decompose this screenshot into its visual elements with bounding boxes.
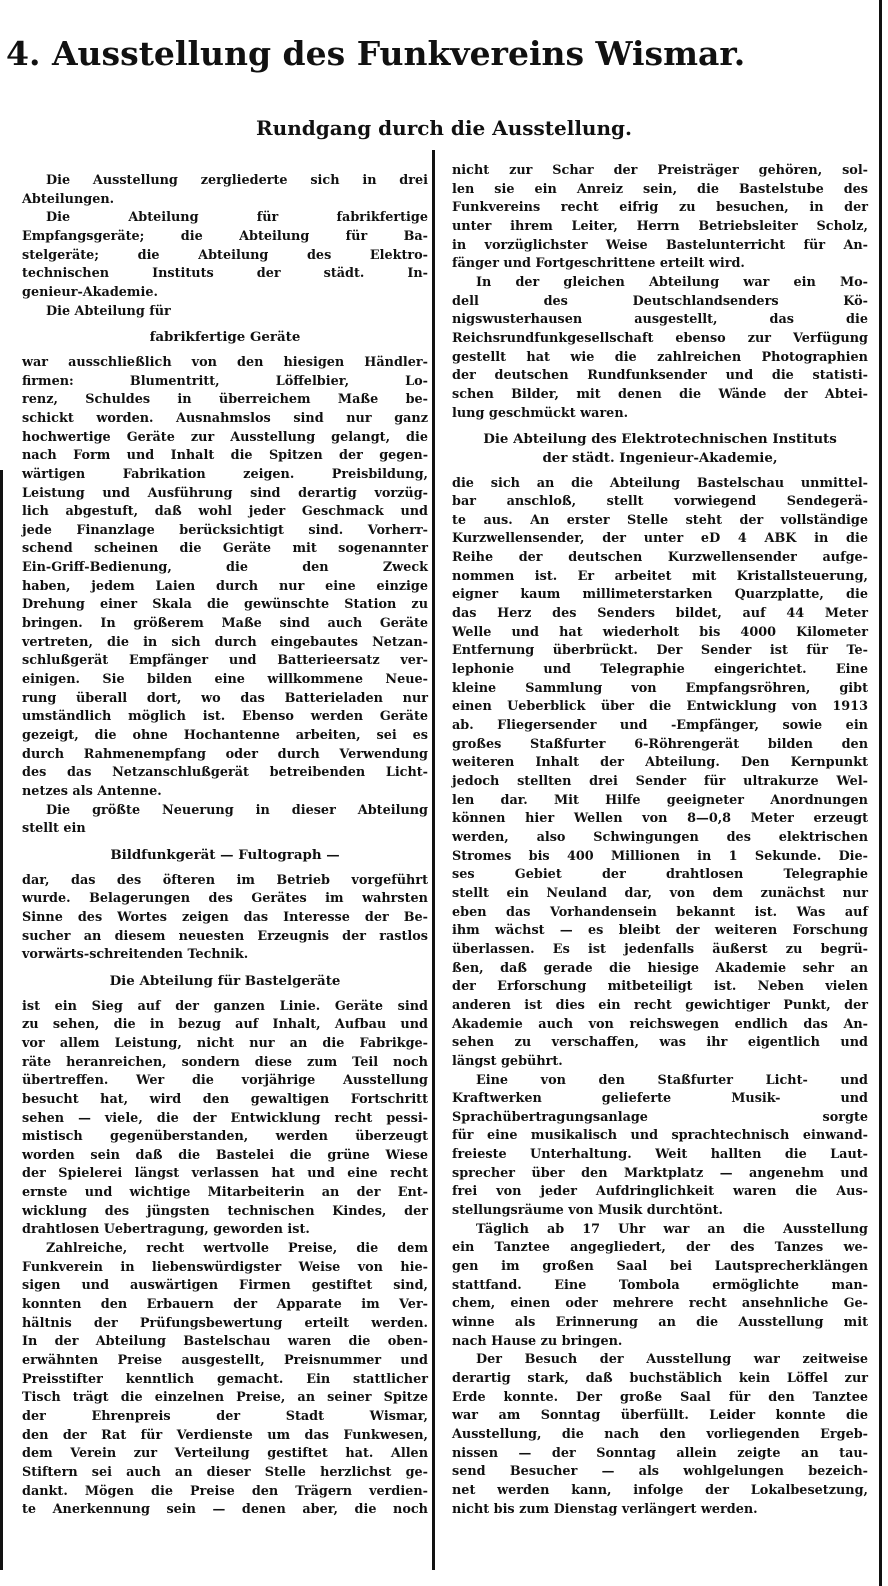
- text-line: nommen ist. Er arbeitet mit Kristallsteuerung,: [452, 568, 868, 584]
- text-line: Die Abteilung für fabrikfertige: [46, 210, 428, 226]
- text-line: sigen und auswärtigen Firmen gestiftet sind,: [22, 1278, 428, 1294]
- section-heading: [22, 328, 428, 347]
- text-line: Ein-Griff-Bedienung, die den Zweck: [22, 560, 428, 576]
- text-line: renz, Schuldes in überreichem Maße be-: [22, 392, 428, 408]
- text-line: der deutschen Rundfunksender und die statisti-: [452, 368, 868, 384]
- text-line: erwähnten Preise ausgestellt, Preisnummer und: [22, 1353, 428, 1369]
- text-line: sehen — viele, die der Entwicklung recht pessi-: [22, 1110, 428, 1126]
- text-line: ab. Fliegersender und -Empfänger, sowie ein: [452, 718, 868, 734]
- text-line: dar, das des öfteren im Betrieb vorgeführt: [22, 872, 428, 888]
- text-line: unter ihrem Leiter, Herrn Betriebsleiter Scholz,: [452, 218, 868, 234]
- text-line: stellt ein: [22, 821, 86, 837]
- paragraph: [22, 209, 428, 302]
- text-line: sucher an diesem neuesten Erzeugnis der rastlos: [22, 928, 428, 944]
- text-line: zu sehen, die in bezug auf Inhalt, Aufbau und: [22, 1017, 428, 1033]
- text-line: Stromes bis 400 Millionen in 1 Sekunde. Die-: [452, 848, 868, 864]
- text-line: vor allem Leistung, nicht nur an die Fabrikge-: [22, 1035, 428, 1051]
- text-line: können hier Wellen von 8—0,8 Meter erzeugt: [452, 811, 868, 827]
- text-line: einen Ueberblick über die Entwicklung von 1913: [452, 699, 868, 715]
- paragraph: [22, 354, 428, 802]
- text-line: kleine Sammlung von Empfangsröhren, gibt: [452, 680, 868, 696]
- text-line: sprecher über den Marktplatz — angenehm und: [452, 1165, 868, 1181]
- text-line: genieur-Akademie.: [22, 284, 158, 300]
- text-line: stelgeräte; die Abteilung des Elektro-: [22, 247, 428, 263]
- text-line: ihm wächst — es bleibt der weiteren Forschung: [452, 923, 868, 939]
- text-line: derartig stark, daß buchstäblich kein Löffel zur: [452, 1371, 868, 1386]
- heading-line: Bildfunkgerät — Fultograph —: [110, 846, 340, 863]
- text-line: übertreffen. Wer die vorjährige Ausstellung: [22, 1073, 428, 1089]
- text-line: technischen Instituts der städt. In-: [22, 266, 428, 282]
- text-line: Tisch trägt die einzelnen Preise, an seiner Spitze: [22, 1390, 428, 1406]
- text-line: jede Finanzlage berücksichtigt sind. Vorherr-: [22, 522, 428, 538]
- paragraph: [452, 475, 868, 1072]
- text-line: Zahlreiche, recht wertvolle Preise, die dem: [46, 1241, 428, 1257]
- text-line: gen im großen Saal bei Lautsprecherklängen: [452, 1259, 868, 1275]
- text-line: hochwertige Geräte zur Ausstellung gelangt, die: [22, 429, 428, 445]
- text-line: Preisstifter kenntlich gemacht. Ein stattlicher: [22, 1371, 428, 1387]
- section-heading: [22, 846, 428, 865]
- text-line: winne als Erinnerung an die Ausstellung mit: [452, 1315, 868, 1331]
- text-line: Erde konnte. Der große Saal für den Tanztee: [452, 1389, 868, 1405]
- text-line: fänger und Fortgeschrittene erteilt wird.: [452, 256, 745, 272]
- text-line: war ausschließlich von den hiesigen Händler-: [22, 354, 428, 370]
- text-line: einigen. Sie bilden eine willkommene Neue-: [22, 672, 428, 688]
- text-line: Kurzwellensender, der unter eD 4 ABK in die: [452, 531, 868, 547]
- text-line: Die Abteilung für: [46, 303, 171, 319]
- text-line: Die größte Neuerung in dieser Abteilung: [46, 802, 428, 818]
- paragraph: [452, 1351, 868, 1519]
- text-line: rung überall dort, wo das Batterieladen nur: [22, 690, 428, 706]
- text-line: lung geschmückt waren.: [452, 405, 629, 421]
- text-line: Sprachübertragungsanlage sorgte: [452, 1109, 868, 1125]
- paragraph: [22, 998, 428, 1241]
- text-line: der Spielerei längst verlassen hat und eine recht: [22, 1166, 428, 1182]
- text-line: nissen — der Sonntag allein zeigte an tau-: [452, 1445, 868, 1461]
- text-line: dem Verein zur Verteilung gestiftet hat. Allen: [22, 1446, 428, 1462]
- paragraph: [452, 274, 868, 423]
- text-line: wurde. Belagerungen des Gerätes im wahrsten: [22, 891, 428, 907]
- subheadline: Rundgang durch die Ausstellung.: [256, 116, 632, 140]
- text-line: nach Hause zu bringen.: [452, 1333, 623, 1349]
- section-heading: [22, 972, 428, 991]
- text-line: wärtigen Fabrikation zeigen. Preisbildung,: [22, 466, 428, 482]
- text-line: firmen: Blumentritt, Löffelbier, Lo-: [22, 373, 428, 389]
- text-line: räte heranreichen, sondern diese zum Teil noch: [22, 1054, 428, 1070]
- text-line: stellungsräume von Musik durchtönt.: [452, 1203, 724, 1219]
- text-line: te aus. An erster Stelle steht der vollständige: [452, 512, 868, 528]
- text-line: nigswusterhausen ausgestellt, das die: [452, 312, 868, 328]
- text-line: mistisch gegenüberstanden, werden überzeugt: [22, 1129, 428, 1145]
- text-line: Reihe der deutschen Kurzwellensender aufge-: [452, 550, 868, 566]
- paragraph: [22, 1240, 428, 1520]
- text-line: werden, also Schwingungen des elektrischen: [452, 829, 868, 845]
- text-line: die sich an die Abteilung Bastelschau unmittel-: [452, 475, 868, 491]
- text-line: Abteilungen.: [22, 191, 115, 207]
- text-line: Welle und hat wiederholt bis 4000 Kilometer: [452, 624, 868, 640]
- text-line: Entfernung überbrückt. Der Sender ist für Te-: [452, 643, 868, 659]
- text-line: freieste Unterhaltung. Weit hallten die Laut-: [452, 1147, 868, 1163]
- text-line: durch Rahmenempfang oder durch Verwendung: [22, 746, 428, 762]
- text-line: Ausstellung, die nach den vorliegenden Ergeb-: [452, 1426, 868, 1442]
- text-line: Leistung und Ausführung sind derartig vorzüg-: [22, 485, 428, 501]
- section-heading: [452, 430, 868, 467]
- text-line: Der Besuch der Ausstellung war zeitweise: [476, 1352, 868, 1368]
- text-line: der Ehrenpreis der Stadt Wismar,: [22, 1409, 428, 1424]
- text-line: netzes als Antenne.: [22, 784, 162, 799]
- text-line: len sie ein Anreiz sein, die Bastelstube des: [452, 181, 868, 197]
- text-line: wicklung des jüngsten technischen Kindes, der: [22, 1203, 428, 1219]
- paragraph: [22, 802, 428, 839]
- text-line: sehen zu verschaffen, was ihr eigentlich und: [452, 1035, 868, 1051]
- article-column-left: [22, 172, 428, 1520]
- text-line: Funkverein in liebenswürdigster Weise von hie-: [22, 1259, 428, 1275]
- headline: 4. Ausstellung des Funkvereins Wismar.: [6, 34, 746, 73]
- text-line: gestellt hat wie die zahlreichen Photographien: [452, 349, 868, 365]
- text-line: bar anschloß, stellt vorwiegend Sendegerä-: [452, 494, 868, 510]
- text-line: Drehung einer Skala die gewünschte Station zu: [22, 597, 428, 613]
- heading-line: fabrikfertige Geräte: [149, 329, 301, 346]
- text-line: ein Tanztee angegliedert, der des Tanzes we-: [452, 1240, 868, 1256]
- text-line: des das Netzanschlußgerät betreibenden Licht-: [22, 765, 428, 781]
- text-line: den der Rat für Verdienste um das Funkwesen,: [22, 1427, 428, 1443]
- text-line: hältnis der Prüfungsbewertung erteilt werden.: [22, 1315, 428, 1331]
- text-line: bringen. In größerem Maße sind auch Geräte: [22, 616, 428, 632]
- text-line: schlußgerät Empfänger und Batterieersatz ver-: [22, 653, 428, 669]
- paragraph: [22, 872, 428, 965]
- text-line: ses Gebiet der drahtlosen Telegraphie: [452, 867, 868, 883]
- text-line: schend scheinen die Geräte mit sogenannter: [22, 541, 428, 557]
- text-line: net werden kann, infolge der Lokalbesetzung,: [452, 1482, 868, 1498]
- text-line: stellt ein Neuland dar, von dem zunächst nur: [452, 885, 868, 901]
- paragraph: [22, 172, 428, 209]
- text-line: war am Sonntag überfüllt. Leider konnte die: [452, 1408, 868, 1424]
- text-line: lephonie und Telegraphie eingerichtet. Eine: [452, 662, 868, 678]
- text-line: eben das Vorhandensein bekannt ist. Was auf: [452, 904, 868, 920]
- text-line: send Besucher — als wohlgelungen bezeich-: [452, 1464, 868, 1480]
- text-line: der Erforschung mitbeteiligt ist. Neben vielen: [452, 979, 868, 995]
- paragraph: [452, 162, 868, 274]
- text-line: In der gleichen Abteilung war ein Mo-: [476, 274, 868, 290]
- text-line: jedoch stellten drei Sender für ultrakurze Wel-: [452, 774, 868, 789]
- text-line: Funkvereins recht eifrig zu besuchen, in der: [452, 200, 868, 216]
- text-line: Die Ausstellung zergliederte sich in drei: [46, 173, 428, 188]
- paragraph: [452, 1221, 868, 1352]
- text-line: Eine von den Staßfurter Licht- und: [476, 1072, 868, 1088]
- text-line: schen Bilder, mit denen die Wände der Abtei-: [452, 386, 868, 402]
- text-line: schickt worden. Ausnahmslos sind nur ganz: [22, 410, 428, 426]
- left-border-rule: [0, 470, 3, 1570]
- text-line: gezeigt, die ohne Hochantenne arbeiten, sei es: [22, 728, 428, 744]
- text-line: vorwärts-schreitenden Technik.: [22, 947, 249, 963]
- column-divider-rule: [432, 150, 435, 1570]
- article-column-right: [452, 162, 868, 1519]
- heading-line: Die Abteilung für Bastelgeräte: [109, 972, 341, 989]
- text-line: vertreten, die in sich durch eingebautes Netzan-: [22, 634, 428, 650]
- text-line: überlassen. Es ist jedenfalls äußerst zu begrü-: [452, 941, 868, 957]
- text-line: frei von jeder Aufdringlichkeit waren die Aus-: [452, 1184, 868, 1200]
- text-line: anderen ist dies ein recht gewichtiger Punkt, der: [452, 997, 868, 1013]
- text-line: dell des Deutschlandsenders Kö-: [452, 293, 868, 309]
- text-line: ßen, daß gerade die hiesige Akademie sehr an: [452, 960, 868, 976]
- text-line: In der Abteilung Bastelschau waren die oben-: [22, 1334, 428, 1350]
- text-line: konnten den Erbauern der Apparate im Ver-: [22, 1297, 428, 1313]
- text-line: len dar. Mit Hilfe geeigneter Anordnungen: [452, 792, 868, 808]
- paragraph: [22, 303, 428, 322]
- text-line: Kraftwerken gelieferte Musik- und: [452, 1091, 868, 1107]
- text-line: Empfangsgeräte; die Abteilung für Ba-: [22, 228, 428, 244]
- text-line: drahtlosen Uebertragung, geworden ist.: [22, 1222, 310, 1238]
- right-border-rule: [879, 0, 882, 1586]
- text-line: Akademie auch von reichswegen endlich das An-: [452, 1016, 868, 1032]
- text-line: worden sein daß die Bastelei die grüne Wiese: [22, 1147, 428, 1163]
- text-line: haben, jedem Laien durch nur eine einzige: [22, 578, 428, 594]
- text-line: für eine musikalisch und sprachtechnisch einwand-: [452, 1128, 868, 1144]
- text-line: nach Form und Inhalt die Spitzen der gegen-: [22, 448, 428, 464]
- text-line: Sinne des Wortes zeigen das Interesse der Be-: [22, 909, 428, 925]
- text-line: besucht hat, wird den gewaltigen Fortschritt: [22, 1091, 428, 1107]
- text-line: nicht zur Schar der Preisträger gehören, sol-: [452, 163, 868, 178]
- text-line: chem, einen oder mehrere recht ansehnliche Ge-: [452, 1296, 868, 1312]
- text-line: das Herz des Senders bildet, auf 44 Meter: [452, 606, 868, 622]
- text-line: weiteren Inhalt der Abteilung. Den Kernpunkt: [452, 755, 868, 771]
- text-line: Täglich ab 17 Uhr war an die Ausstellung: [476, 1221, 868, 1237]
- text-line: eigner kaum millimeterstarken Quarzplatte, die: [452, 587, 868, 603]
- text-line: in vorzüglichster Weise Bastelunterricht für An-: [452, 237, 868, 253]
- paragraph: [452, 1072, 868, 1221]
- text-line: ernste und wichtige Mitarbeiterin an der Ent-: [22, 1185, 428, 1201]
- text-line: stattfand. Eine Tombola ermöglichte man-: [452, 1277, 868, 1293]
- text-line: te Anerkennung sein — denen aber, die noch: [22, 1502, 428, 1518]
- text-line: Reichsrundfunkgesellschaft ebenso zur Verfügung: [452, 330, 868, 346]
- text-line: großes Staßfurter 6-Röhrengerät bilden den: [452, 736, 868, 752]
- text-line: lich abgestuft, daß wohl jeder Geschmack und: [22, 504, 428, 520]
- text-line: umständlich möglich ist. Ebenso werden Geräte: [22, 709, 428, 725]
- heading-line: der städt. Ingenieur-Akademie,: [542, 449, 778, 466]
- text-line: nicht bis zum Dienstag verlängert werden.: [452, 1501, 758, 1517]
- text-line: dankt. Mögen die Preise den Trägern verdien-: [22, 1483, 428, 1499]
- text-line: Stiftern sei auch an dieser Stelle herzlichst ge-: [22, 1464, 428, 1480]
- heading-line: Die Abteilung des Elektrotechnischen Instituts: [483, 431, 837, 448]
- text-line: längst gebührt.: [452, 1053, 563, 1069]
- text-line: ist ein Sieg auf der ganzen Linie. Geräte sind: [22, 998, 428, 1014]
